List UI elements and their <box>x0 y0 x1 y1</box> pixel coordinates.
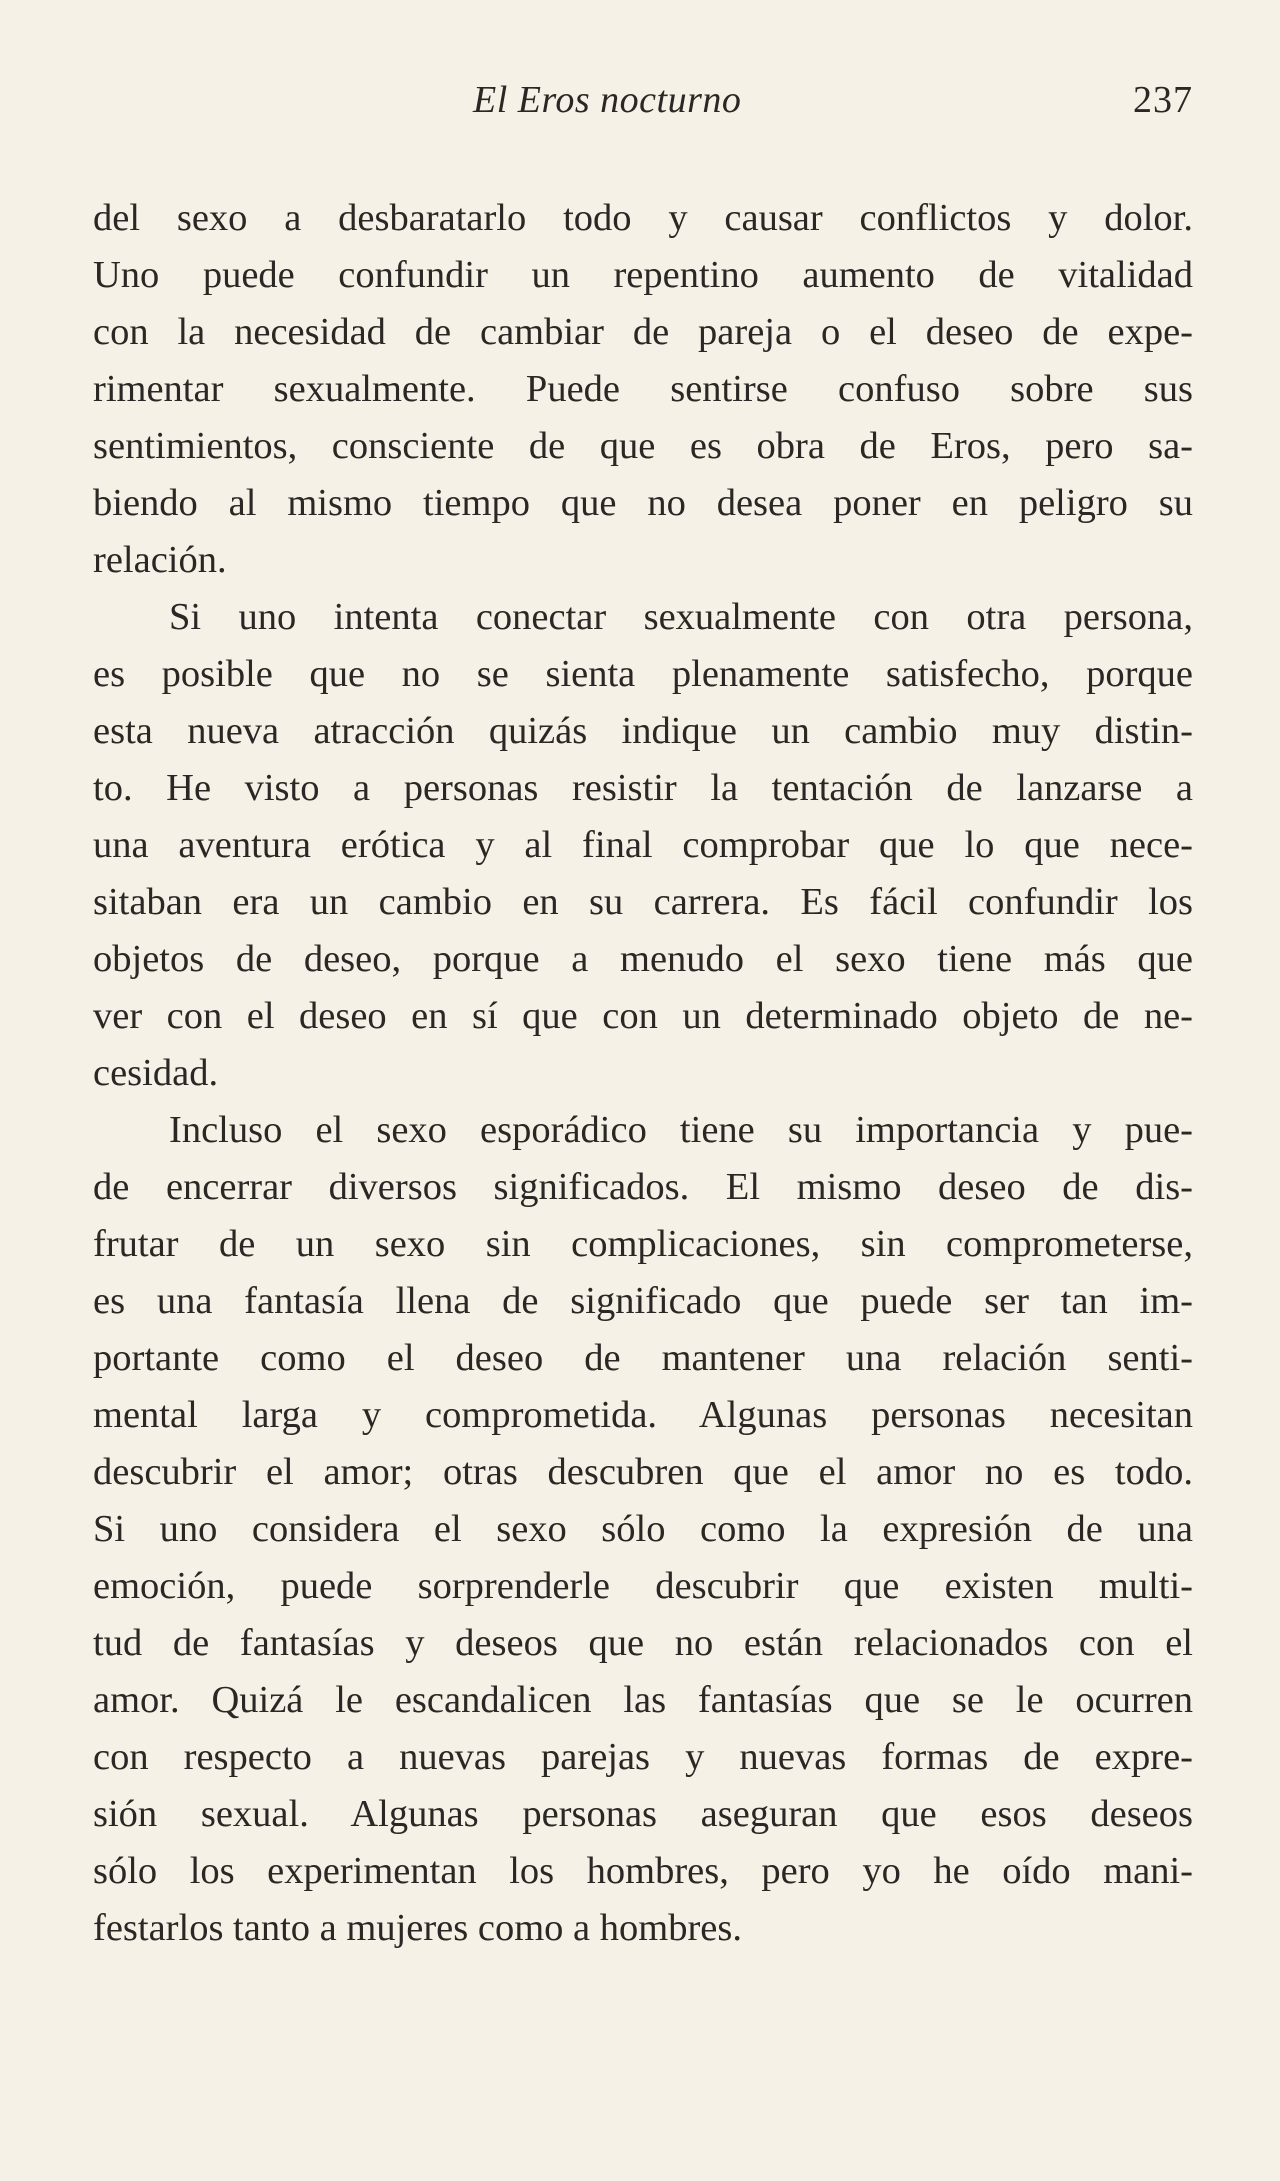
paragraph-3 <box>93 1102 1193 1957</box>
text-line: esta nueva atracción quizás indique un cambio muy distin- <box>93 710 1193 752</box>
text-line: sólo los experimentan los hombres, pero yo he oído mani- <box>93 1850 1193 1892</box>
text-line: to. He visto a personas resistir la tentación de lanzarse a <box>93 767 1193 809</box>
text-line: relación. <box>93 539 227 581</box>
text-line: festarlos tanto a mujeres como a hombres. <box>93 1907 742 1949</box>
text-line: con la necesidad de cambiar de pareja o el deseo de expe- <box>93 311 1193 353</box>
paragraph-1 <box>93 190 1193 589</box>
text-line: ver con el deseo en sí que con un determinado objeto de ne- <box>93 995 1193 1037</box>
text-line: emoción, puede sorprenderle descubrir que existen multi- <box>93 1565 1193 1607</box>
text-line: con respecto a nuevas parejas y nuevas formas de expre- <box>93 1736 1193 1778</box>
text-line: Incluso el sexo esporádico tiene su importancia y pue- <box>169 1109 1193 1151</box>
text-line: descubrir el amor; otras descubren que el amor no es todo. <box>93 1451 1193 1493</box>
text-line: portante como el deseo de mantener una relación senti- <box>93 1337 1193 1379</box>
text-line: sión sexual. Algunas personas aseguran que esos deseos <box>93 1793 1193 1835</box>
text-line: Si uno intenta conectar sexualmente con otra persona, <box>169 596 1193 638</box>
text-line: rimentar sexualmente. Puede sentirse confuso sobre sus <box>93 368 1193 410</box>
running-title: El Eros nocturno <box>473 79 742 121</box>
text-line: frutar de un sexo sin complicaciones, sin comprometerse, <box>93 1223 1193 1265</box>
text-line: Uno puede confundir un repentino aumento de vitalidad <box>93 254 1193 296</box>
text-line: mental larga y comprometida. Algunas personas necesitan <box>93 1394 1193 1436</box>
text-line: cesidad. <box>93 1052 219 1094</box>
text-line: es posible que no se sienta plenamente satisfecho, porque <box>93 653 1193 695</box>
text-line: es una fantasía llena de significado que puede ser tan im- <box>93 1280 1193 1322</box>
text-line: objetos de deseo, porque a menudo el sexo tiene más que <box>93 938 1193 980</box>
text-line: de encerrar diversos significados. El mismo deseo de dis- <box>93 1166 1193 1208</box>
text-line: del sexo a desbaratarlo todo y causar conflictos y dolor. <box>93 197 1193 239</box>
body-text <box>93 190 1193 1957</box>
text-line: sentimientos, consciente de que es obra de Eros, pero sa- <box>93 425 1193 467</box>
running-header <box>93 78 1193 128</box>
paragraph-2 <box>93 589 1193 1102</box>
text-line: biendo al mismo tiempo que no desea poner en peligro su <box>93 482 1193 524</box>
text-line: sitaban era un cambio en su carrera. Es fácil confundir los <box>93 881 1193 923</box>
text-line: una aventura erótica y al final comprobar que lo que nece- <box>93 824 1193 866</box>
text-line: Si uno considera el sexo sólo como la expresión de una <box>93 1508 1193 1550</box>
page-number: 237 <box>1133 79 1193 121</box>
text-line: amor. Quizá le escandalicen las fantasías que se le ocurren <box>93 1679 1193 1721</box>
text-line: tud de fantasías y deseos que no están relacionados con el <box>93 1622 1193 1664</box>
